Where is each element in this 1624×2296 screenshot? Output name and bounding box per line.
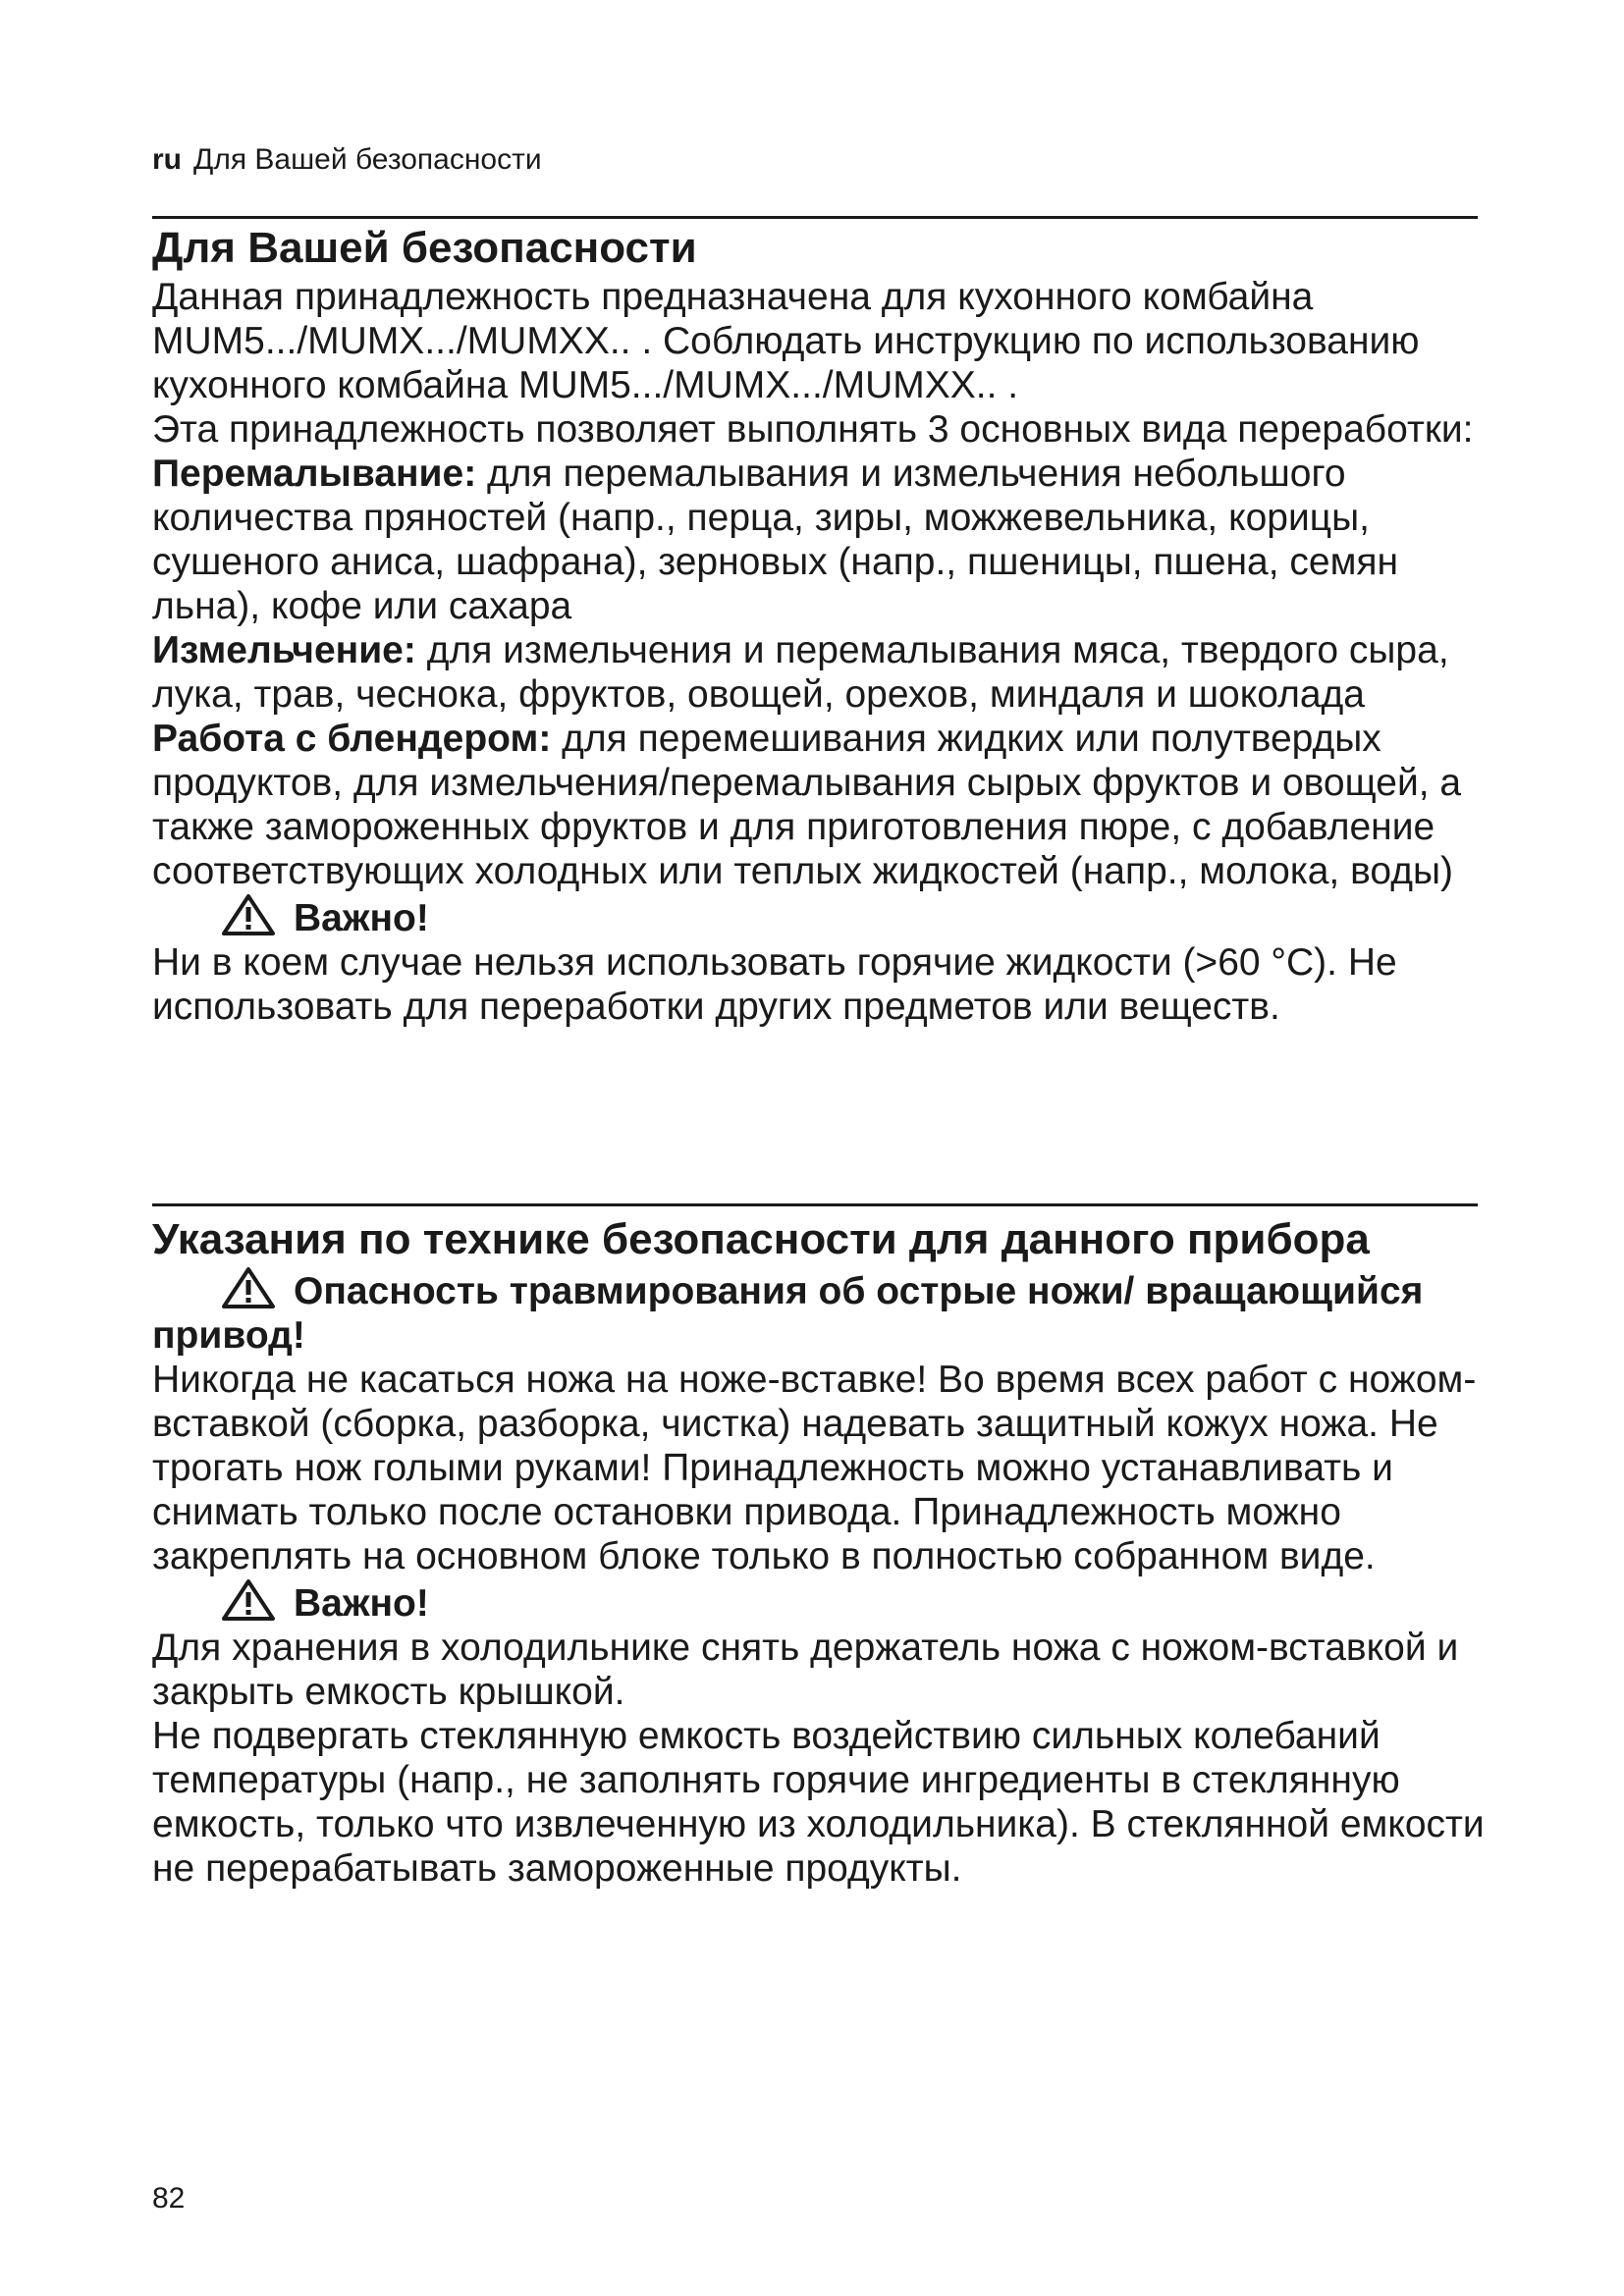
section-title: Для Вашей безопасности [152, 224, 697, 272]
usage-item [152, 452, 1488, 628]
section-safety [152, 222, 1488, 1029]
usage-item [152, 717, 1488, 893]
warning-text: Не подвергать стеклянную емкость воздействию сильных колебаний температуры (напр., не заполнять горячие ингредиенты в стеклянную емкость, только что извлеченную из холодильника). В стеклянной емкости не перерабатывать замороженные продукты. [152, 1715, 1485, 1890]
warning-text: Для хранения в холодильнике снять держатель ножа с ножом-вставкой и закрыть емкость крышкой. [152, 1627, 1459, 1713]
warning-heading [152, 893, 1488, 940]
danger-heading [152, 1266, 1488, 1358]
usage-text: для перемешивания жидких или полутвердых продуктов, для измельчения/перемалывания сырых фруктов и овощей, а также замороженных фруктов и для приготовления пюре, с добавление соответствующих холодных или теплых жидкостей (напр., молока, воды) [152, 718, 1462, 892]
warning-label: Важно! [294, 1582, 429, 1625]
usage-term: Измельчение: [152, 629, 416, 671]
usage-term: Работа с блендером: [152, 718, 552, 760]
warning-triangle-icon [221, 1266, 276, 1309]
usage-term: Перемалывание: [152, 453, 477, 495]
usage-text: для перемалывания и измельчения небольшого количества пряностей (напр., перца, зиры, можжевельника, корицы, сушеного аниса, шафрана), зерновых (напр., пшеницы, пшена, семян льна), кофе или сахара [152, 453, 1399, 627]
usage-text: для измельчения и перемалывания мяса, твердого сыра, лука, трав, чеснока, фруктов, овощей, орехов, миндаля и шоколада [152, 629, 1449, 716]
warning-label: Важно! [294, 897, 429, 939]
divider [152, 216, 1478, 219]
intro-paragraph: Данная принадлежность предназначена для кухонного комбайна MUM5.../MUMX.../MUMXX.. . Соблюдать инструкцию по использованию кухонного комбайна MUM5.../MUMX.../MUMXX.. . [152, 276, 1420, 406]
running-header [152, 142, 542, 178]
section-device-safety [152, 1213, 1488, 1891]
danger-text: Никогда не касаться ножа на ноже-вставке! Во время всех работ с ножом-вставкой (сборка, разборка, чистка) надевать защитный кожух ножа. Не трогать нож голыми руками! Принадлежность можно устанавливать и снимать только после остановки привода. Принадлежность можно закреплять на основном блоке только в полностью собранном виде. [152, 1359, 1477, 1577]
running-header-title: Для Вашей безопасности [193, 143, 542, 176]
warning-text: Ни в коем случае нельзя использовать горячие жидкости (>60 °C). Не использовать для переработки других предметов или веществ. [152, 941, 1397, 1028]
warning-heading [152, 1578, 1488, 1626]
language-code: ru [152, 143, 182, 176]
page-number: 82 [152, 2182, 186, 2215]
usage-item [152, 628, 1488, 717]
warning-triangle-icon [221, 1578, 276, 1622]
intro-paragraph-2: Эта принадлежность позволяет выполнять 3 основных вида переработки: [152, 408, 1474, 451]
divider [152, 1203, 1478, 1206]
warning-triangle-icon [221, 893, 276, 936]
section-title: Указания по технике безопасности для данного прибора [152, 1215, 1370, 1263]
danger-label: Опасность травмирования об острые ножи/ вращающийся привод! [152, 1270, 1424, 1357]
